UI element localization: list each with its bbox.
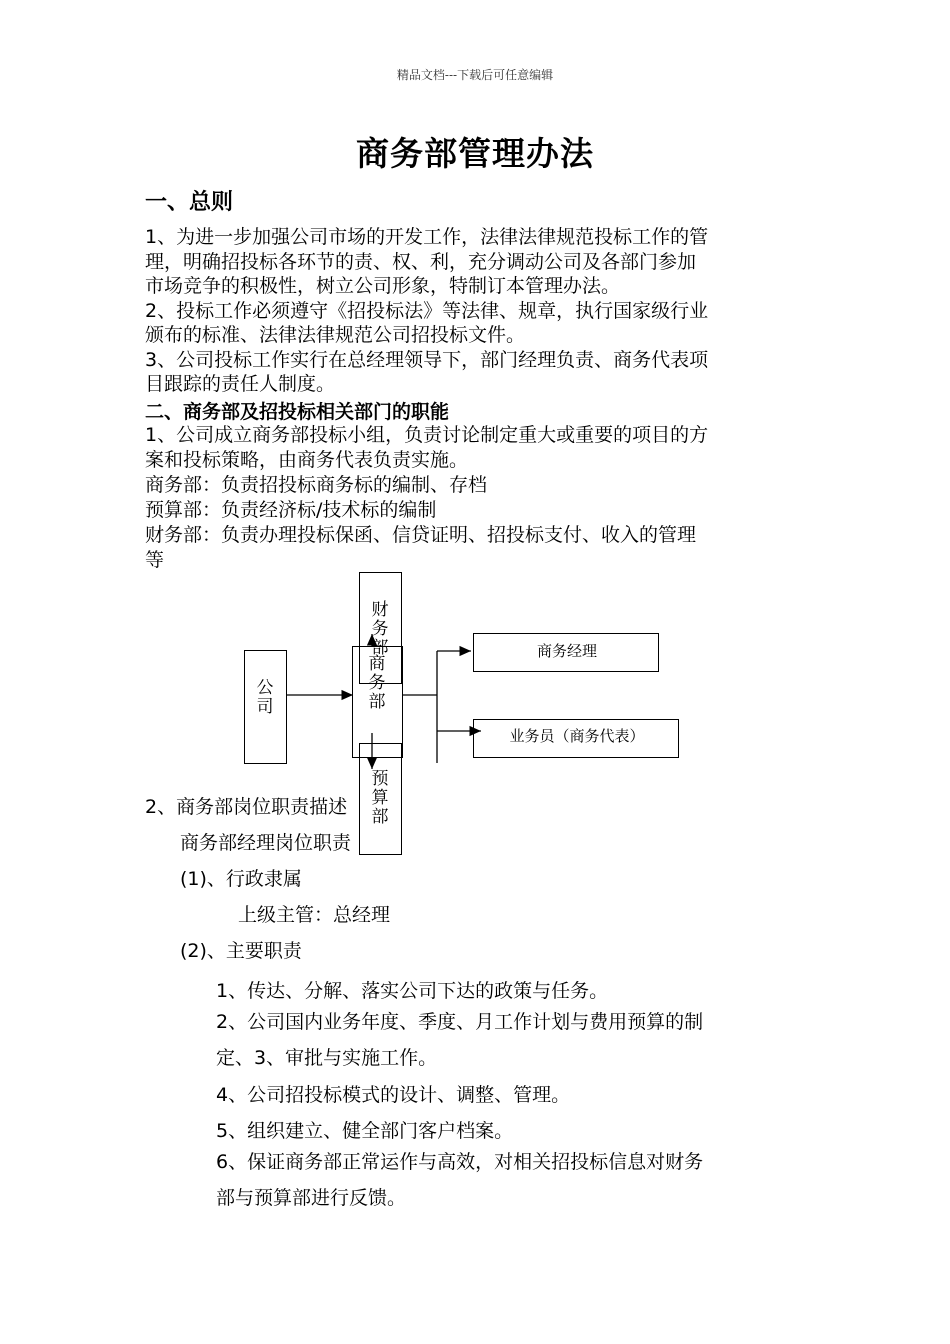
duty-line: 部与预算部进行反馈。: [216, 1187, 407, 1209]
paragraph-line: 案和投标策略，由商务代表负责实施。: [145, 449, 469, 471]
paragraph-line: 等: [145, 549, 165, 571]
duty-line: 6、保证商务部正常运作与高效，对相关招投标信息对财务: [216, 1151, 704, 1173]
duty-line: 4、公司招投标模式的设计、调整、管理。: [216, 1084, 571, 1106]
item-admin: (1)、行政隶属: [180, 868, 302, 890]
paragraph-line: 2、投标工作必须遵守《招投标法》等法律、规章，执行国家级行业: [145, 300, 709, 322]
section-heading-duties: 2、商务部岗位职责描述: [145, 796, 348, 818]
paragraph-line: 1、为进一步加强公司市场的开发工作，法律法律规范投标工作的管: [145, 226, 709, 248]
commerce-label: 商务部: [368, 654, 386, 712]
subheading-manager-duties: 商务部经理岗位职责: [180, 832, 352, 854]
section-heading-general: 一、总则: [145, 190, 234, 215]
commerce-box: [352, 646, 403, 758]
paragraph-line: 财务部：负责办理投标保函、信贷证明、招投标支付、收入的管理: [145, 524, 697, 546]
manager-label: 商务经理: [536, 642, 597, 660]
duty-line: 定、3、审批与实施工作。: [216, 1047, 438, 1069]
budget-box: [359, 743, 402, 855]
paragraph-line: 颁布的标准、法律法律规范公司招投标文件。: [145, 324, 526, 346]
paragraph-line: 预算部：负责经济标/技术标的编制: [145, 499, 437, 521]
page-title: 商务部管理办法: [356, 134, 594, 173]
paragraph-line: 目跟踪的责任人制度。: [145, 373, 336, 395]
company-box: [244, 650, 287, 764]
budget-label: 预算部: [371, 769, 389, 827]
item-main: (2)、主要职责: [180, 940, 302, 962]
duty-line: 2、公司国内业务年度、季度、月工作计划与费用预算的制: [216, 1011, 704, 1033]
staff-box: [473, 719, 679, 758]
duty-line: 5、组织建立、健全部门客户档案。: [216, 1120, 514, 1142]
manager-box: [473, 633, 659, 672]
paragraph-line: 3、公司投标工作实行在总经理领导下，部门经理负责、商务代表项: [145, 349, 709, 371]
page-header: 精品文档---下载后可任意编辑: [396, 68, 554, 82]
item-admin-detail: 上级主管：总经理: [238, 904, 391, 926]
paragraph-line: 市场竞争的积极性，树立公司形象，特制订本管理办法。: [145, 275, 621, 297]
paragraph-line: 理，明确招投标各环节的责、权、利，充分调动公司及各部门参加: [145, 251, 697, 273]
finance-label: 财务部: [371, 600, 389, 658]
paragraph-line: 商务部：负责招投标商务标的编制、存档: [145, 474, 488, 496]
company-label: 公司: [256, 678, 274, 717]
duty-line: 1、传达、分解、落实公司下达的政策与任务。: [216, 980, 609, 1002]
paragraph-line: 1、公司成立商务部投标小组，负责讨论制定重大或重要的项目的方: [145, 424, 709, 446]
staff-label: 业务员（商务代表）: [509, 727, 645, 745]
section-heading-functions: 二、商务部及招投标相关部门的职能: [145, 401, 450, 423]
